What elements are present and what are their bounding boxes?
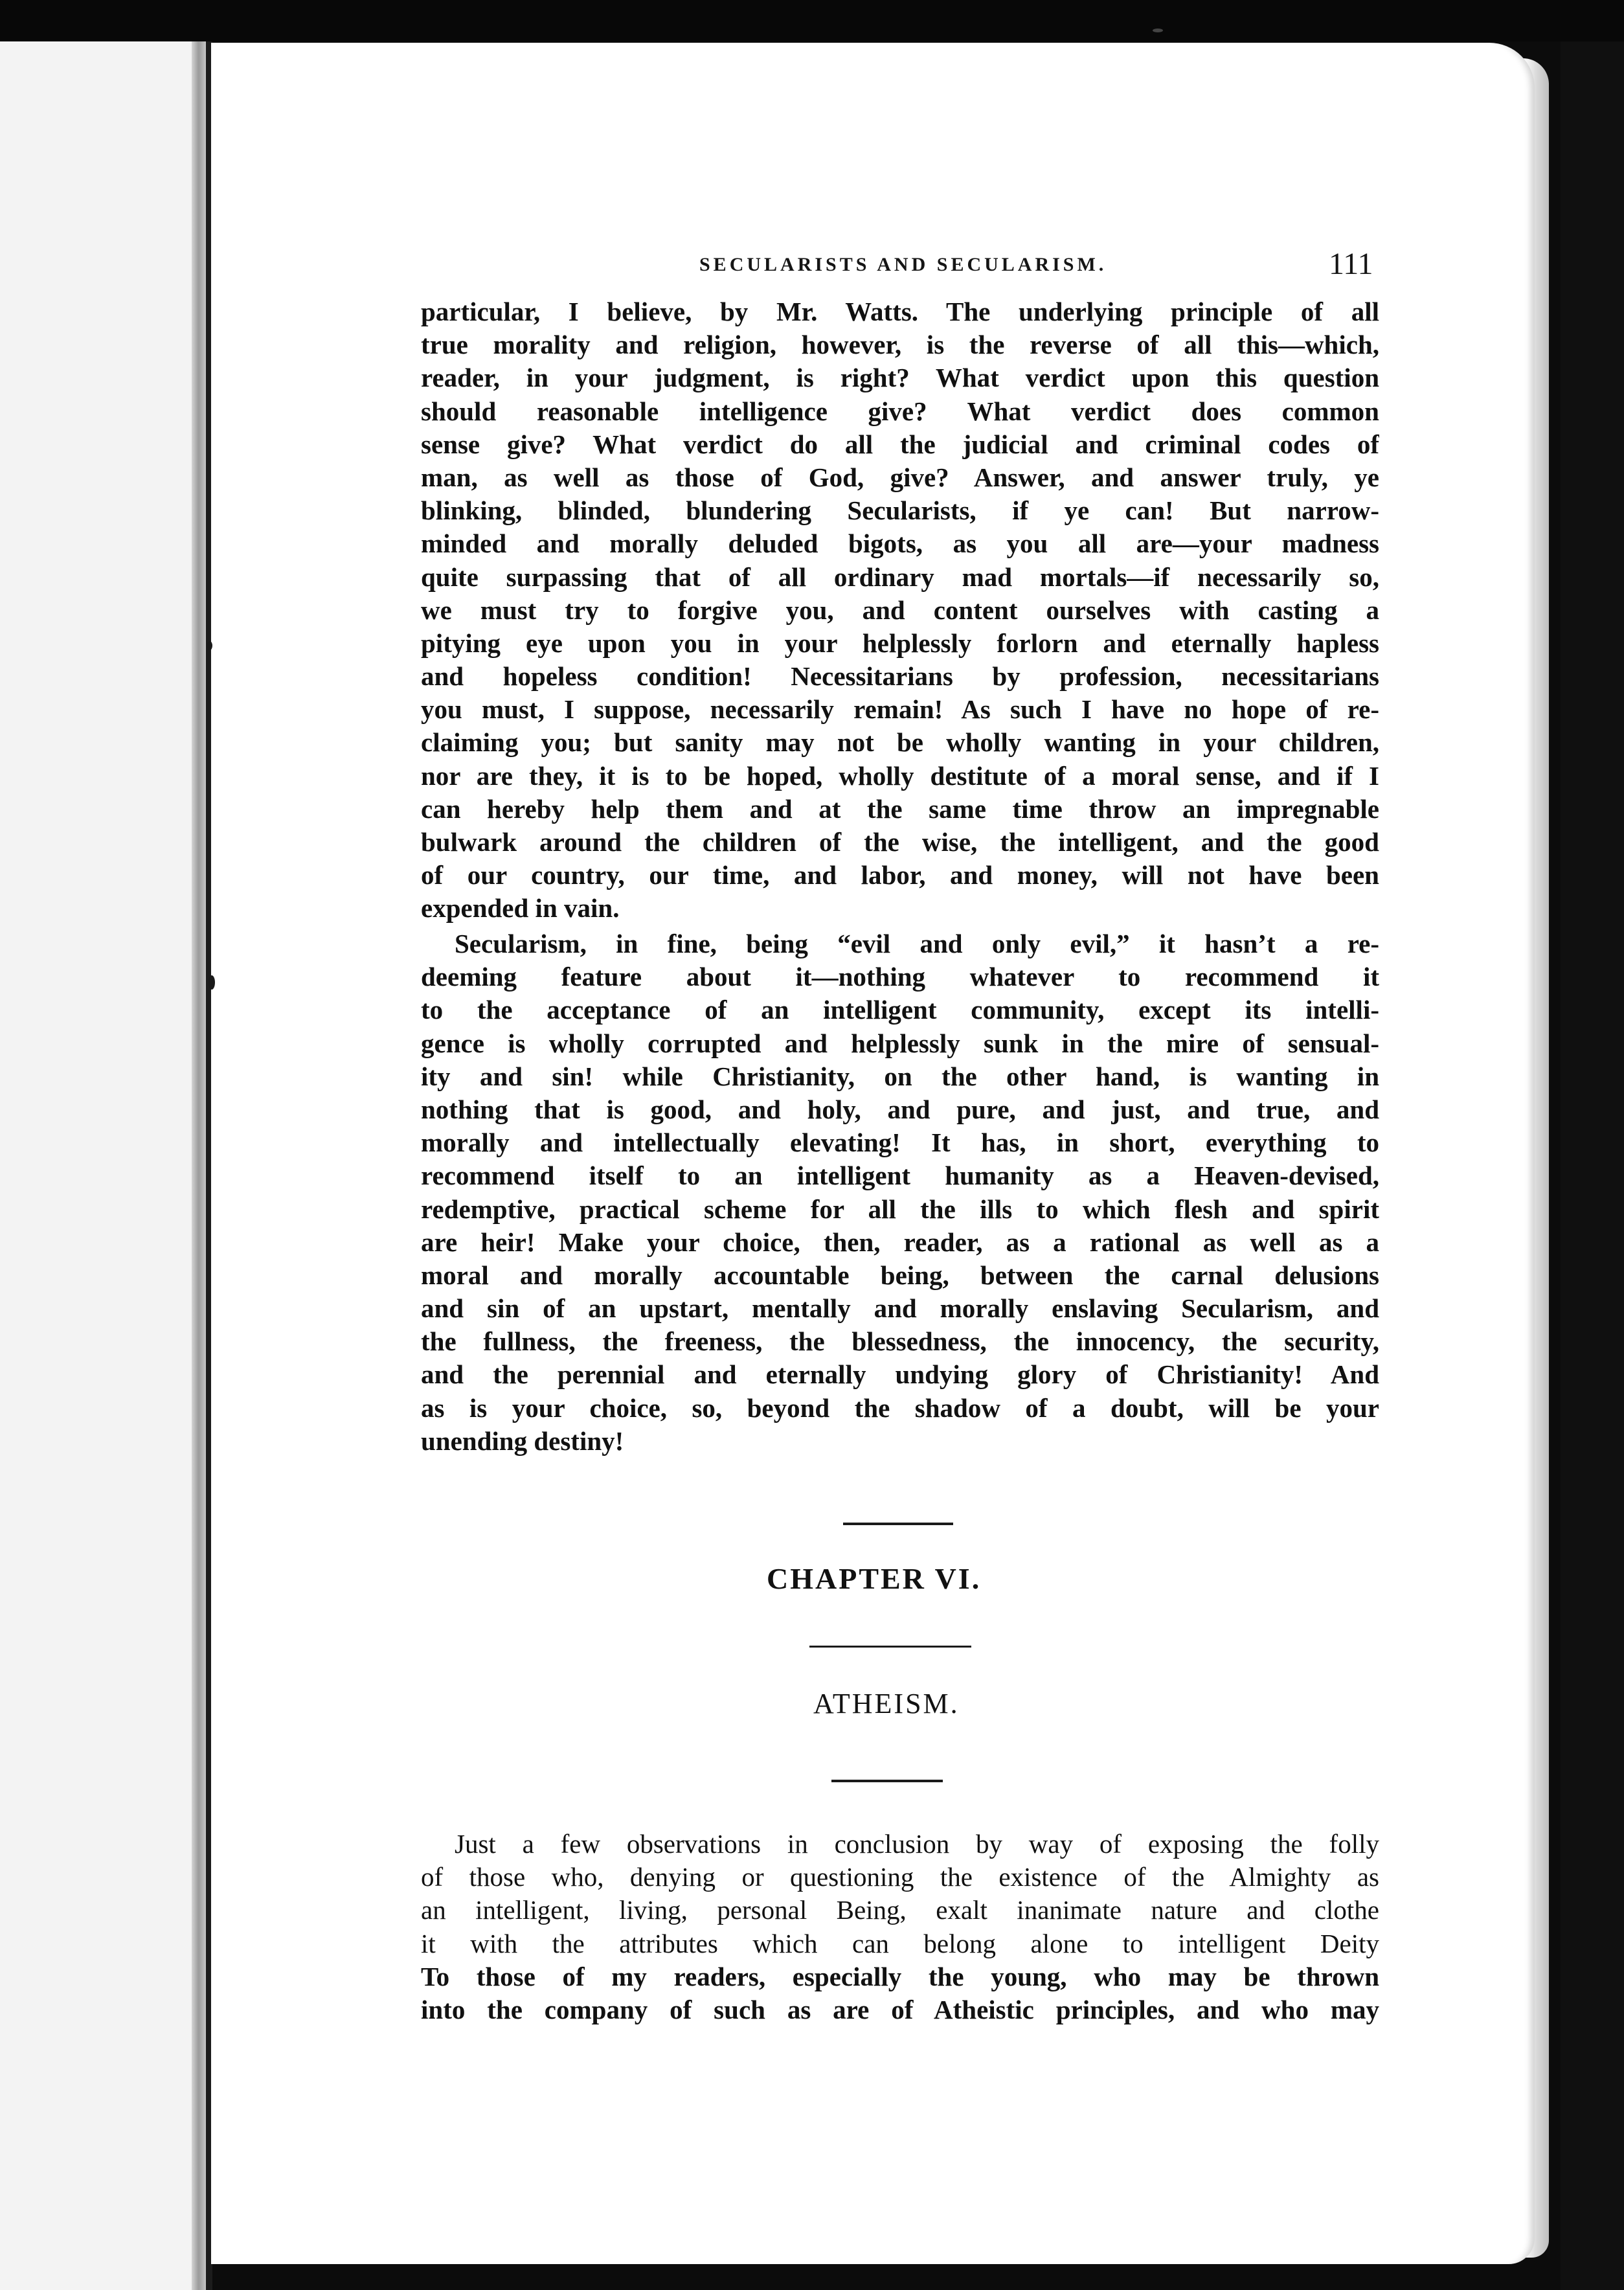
text-line: unending destiny! [421,1425,624,1456]
text-line: Just a few observations in conclusion by way of exposing the folly [455,1829,1379,1859]
text-line: Secularism, in fine, being “evil and only evil,” it hasn’t a re- [455,929,1379,958]
text-line: sense give? What verdict do all the judicial and criminal codes of [421,429,1379,459]
text-line: are heir! Make your choice, then, reader, as a rational as well as a [421,1227,1379,1257]
paragraph-3 [421,1828,1379,2026]
text-line: pitying eye upon you in your helplessly forlorn and eternally hapless [421,628,1379,658]
text-line: ity and sin! while Christianity, on the other hand, is wanting in [421,1061,1379,1091]
text-line: To those of my readers, especially the young, who may be thrown [421,1961,1379,1991]
scan-top-border [0,0,1624,41]
text-line: morally and intellectually elevating! It has, in short, everything to [421,1128,1379,1158]
text-line: expended in vain. [421,893,620,924]
text-line: nor are they, it is to be hoped, wholly destitute of a moral sense, and if I [421,760,1379,791]
text-line: of our country, our time, and labor, and money, will not have been [421,860,1379,890]
text-line: true morality and religion, however, is the reverse of all this—which, [421,330,1379,360]
text-line: blinking, blinded, blundering Secularists, if ye can! But narrow- [421,495,1379,526]
text-line: you must, I suppose, necessarily remain! As such I have no hope of re- [421,694,1379,725]
text-line: the fullness, the freeness, the blessedness, the innocency, the security, [421,1326,1379,1357]
scan-speck [209,975,215,990]
text-line: recommend itself to an intelligent humanity as a Heaven-devised, [421,1161,1379,1191]
chapter-heading: CHAPTER VI. [767,1562,982,1595]
facing-page-edge [192,41,207,2290]
ornamental-rule [831,1780,943,1782]
text-line: moral and morally accountable being, between the carnal delusions [421,1260,1379,1290]
paragraph-2 [421,927,1379,1458]
text-line: bulwark around the children of the wise, the intelligent, and the good [421,827,1379,857]
scan-speck [207,641,212,650]
page-number: 111 [1329,247,1373,281]
scan-right-border [1561,41,1624,2290]
text-line: to the acceptance of an intelligent community, except its intelli- [421,995,1379,1025]
text-line: of those who, denying or questioning the existence of the Almighty as [421,1862,1379,1892]
text-line: gence is wholly corrupted and helplessly sunk in the mire of sensual- [421,1028,1379,1058]
text-line: man, as well as those of God, give? Answer, and answer truly, ye [421,462,1379,492]
ornamental-rule [809,1646,971,1648]
ornamental-rule [843,1523,953,1525]
text-line: minded and morally deluded bigots, as you all are—your madness [421,528,1379,559]
text-line: should reasonable intelligence give? What verdict does common [421,396,1379,426]
facing-page [0,41,206,2290]
text-line: we must try to forgive you, and content ourselves with casting a [421,595,1379,625]
text-line: reader, in your judgment, is right? What verdict upon this question [421,363,1379,393]
paragraph-1 [421,295,1379,925]
text-line: it with the attributes which can belong alone to intelligent Deity [421,1928,1379,1958]
text-line: deeming feature about it—nothing whatever to recommend it [421,962,1379,992]
text-line: and sin of an upstart, mentally and morally enslaving Secularism, and [421,1293,1379,1324]
text-line: redemptive, practical scheme for all the ills to which flesh and spirit [421,1194,1379,1224]
text-line: and the perennial and eternally undying glory of Christianity! And [421,1359,1379,1390]
text-line: particular, I believe, by Mr. Watts. The underlying principle of all [421,297,1379,326]
text-line: quite surpassing that of all ordinary mad mortals—if necessarily so, [421,561,1379,592]
text-line: into the company of such as are of Atheistic principles, and who may [421,1994,1379,2024]
section-heading: ATHEISM. [813,1688,960,1719]
text-line: and hopeless condition! Necessitarians by profession, necessitarians [421,661,1379,692]
text-line: nothing that is good, and holy, and pure, and just, and true, and [421,1094,1379,1124]
text-line: an intelligent, living, personal Being, exalt inanimate nature and clothe [421,1895,1379,1925]
text-line: claiming you; but sanity may not be wholly wanting in your children, [421,727,1379,758]
running-head: SECULARISTS AND SECULARISM. [699,254,1107,275]
text-line: can hereby help them and at the same time throw an impregnable [421,793,1379,824]
text-line: as is your choice, so, beyond the shadow of a doubt, will be your [421,1392,1379,1423]
scan-speck [1153,28,1163,32]
